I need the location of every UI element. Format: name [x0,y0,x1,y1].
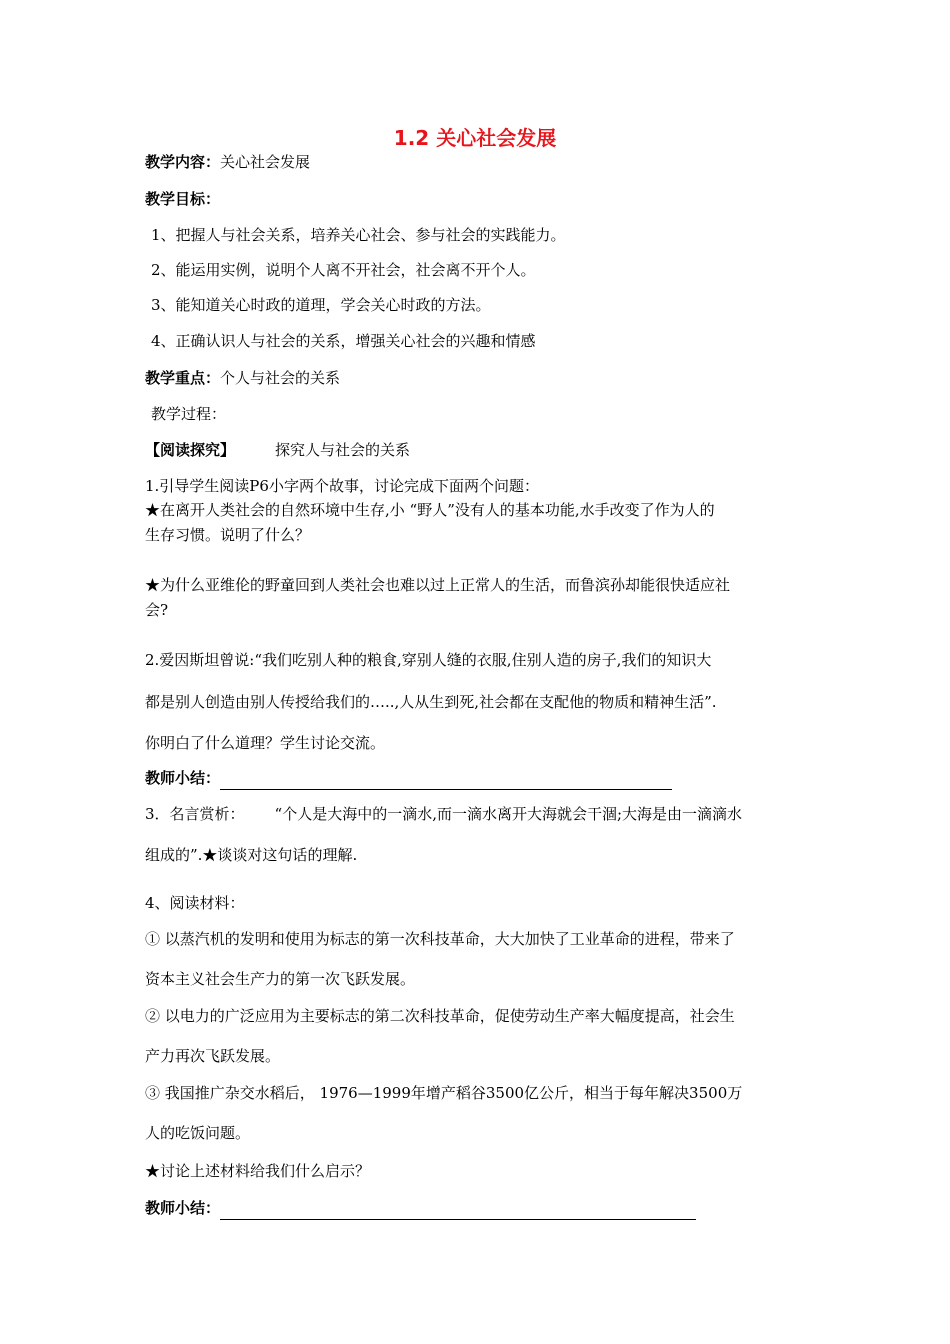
teaching-content-value: 关心社会发展 [220,153,311,171]
teaching-goals-label: 教学目标： [145,190,221,208]
teacher-summary-2-blank [220,1201,696,1220]
teacher-summary-1-blank [220,771,672,790]
teacher-summary-1 [145,766,815,790]
goal-item-4: 4、正确认识人与社会的关系，增强关心社会的兴趣和情感 [151,332,536,350]
teaching-focus-label: 教学重点： [145,369,221,387]
material-3-line-1: ③ 我国推广杂交水稻后， 1976—1999年增产稻谷3500亿公斤，相当于每年解决3500万 [145,1084,743,1102]
teaching-process-label: 教学过程： [151,405,227,423]
teaching-focus [145,366,815,390]
goal-item-2: 2、能运用实例，说明个人离不开社会，社会离不开个人。 [151,261,536,279]
goal-item-1: 1、把握人与社会关系，培养关心社会、参与社会的实践能力。 [151,226,566,244]
question-2-line-2: 都是别人创造由别人传授给我们的…..,人从生到死,社会都在支配他的物质和精神生活”. [145,693,717,711]
question-2-line-1: 2.爱因斯坦曾说:“我们吃别人种的粮食,穿别人缝的衣服,住别人造的房子,我们的知识大 [145,651,712,669]
question-2-line-3: 你明白了什么道理？学生讨论交流。 [145,734,386,752]
discussion-prompt: ★讨论上述材料给我们什么启示？ [145,1162,371,1180]
question-3-line-1 [145,802,815,826]
section-heading [145,438,815,462]
material-1-line-2: 资本主义社会生产力的第一次飞跃发展。 [145,970,416,988]
question-1b-line-1: ★为什么亚维伦的野童回到人类社会也难以过上正常人的生活，而鲁滨孙却能很快适应社 [145,576,731,594]
page-title: 1.2 关心社会发展 [393,126,557,150]
teacher-summary-2 [145,1196,815,1220]
question-3-line-2: 组成的”.★谈谈对这句话的理解. [145,846,358,864]
question-3-quote: “个人是大海中的一滴水,而一滴水离开大海就会干涸;大海是由一滴滴水 [274,805,743,823]
teaching-focus-value: 个人与社会的关系 [220,369,341,387]
goal-item-3: 3、能知道关心时政的道理，学会关心时政的方法。 [151,296,491,314]
teacher-summary-1-label: 教师小结： [145,769,221,787]
teacher-summary-2-label: 教师小结： [145,1199,221,1217]
question-1a-line-2: 生存习惯。说明了什么？ [145,526,311,544]
teaching-content-label: 教学内容： [145,153,221,171]
question-1b-line-2: 会? [145,601,169,619]
material-1-line-1: ① 以蒸汽机的发明和使用为标志的第一次科技革命，大大加快了工业革命的进程，带来了 [145,930,735,948]
question-3-prefix: 3．名言赏析： [145,805,245,823]
material-3-line-2: 人的吃饭问题。 [145,1124,251,1142]
material-2-line-2: 产力再次飞跃发展。 [145,1047,281,1065]
question-4-title: 4、阅读材料： [145,894,245,912]
question-1-intro: 1.引导学生阅读P6小字两个故事，讨论完成下面两个问题： [145,477,539,495]
material-2-line-1: ② 以电力的广泛应用为主要标志的第二次科技革命，促使劳动生产率大幅度提高，社会生 [145,1007,735,1025]
section-title: 探究人与社会的关系 [275,441,411,459]
question-1a-line-1: ★在离开人类社会的自然环境中生存,小 “野人”没有人的基本功能,水手改变了作为人的 [145,501,715,519]
teaching-content [145,150,815,174]
section-tag: 【阅读探究】 [145,441,236,459]
